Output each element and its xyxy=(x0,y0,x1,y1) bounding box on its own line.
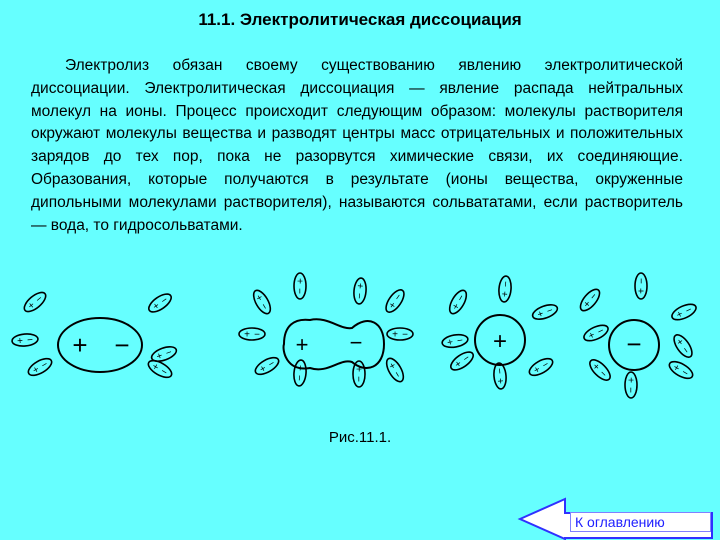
anion-sign: − xyxy=(626,329,642,359)
dipole-charge-sign: − xyxy=(595,325,606,339)
dipole-charge-sign: − xyxy=(390,369,403,381)
figure-dissociation xyxy=(0,270,720,420)
dipole-charge-sign: − xyxy=(292,374,305,382)
stretched-negative-sign: − xyxy=(349,330,363,355)
dipole-charge-sign: + xyxy=(352,366,364,372)
solvent-dipole xyxy=(531,302,560,323)
dipole-charge-sign: − xyxy=(402,329,408,341)
dipole-charge-sign: + xyxy=(26,299,38,313)
dipole-charge-sign: + xyxy=(589,361,602,374)
dipole-charge-sign: − xyxy=(293,288,305,294)
solvent-dipole xyxy=(352,277,367,304)
dipole-charge-sign: + xyxy=(636,288,648,294)
dipole-charge-sign: + xyxy=(446,336,455,349)
dipole-charge-sign: + xyxy=(674,308,685,322)
solvent-dipole xyxy=(493,362,508,389)
dipole-charge-sign: + xyxy=(16,335,24,348)
dipole-charge-sign: + xyxy=(386,300,400,312)
body-paragraph: Электролиз обязан своему существованию явлению электролитической диссоциации. Электролитическая диссоциация — явление распада нейтральных молекул на ионы. Процесс происходит следующим образом: молекулы растворителя окружают молекулы вещества и разводят центры масс отрицательных и положительных зарядов до тех пор, пока не разорвутся химические связи, их соединяющие. Образования, которые получаются в результате (ионы вещества, окруженные дипольными молекулами растворителя), называются сольвататами, если растворитель — вода, то гидросольватами. xyxy=(31,57,683,234)
molecule-positive-sign: + xyxy=(72,330,88,360)
solvent-dipole xyxy=(577,286,603,314)
dipole-charge-sign: + xyxy=(149,361,161,374)
cation-sign: + xyxy=(492,328,508,355)
dipole-charge-sign: + xyxy=(670,362,682,375)
dipole-charge-sign: − xyxy=(500,280,513,288)
solvent-dipole xyxy=(635,273,648,299)
dipole-charge-sign: + xyxy=(155,350,165,363)
solvent-dipole xyxy=(250,288,274,317)
dipole-charge-sign: − xyxy=(352,376,364,382)
stretched-positive-sign: + xyxy=(295,332,309,357)
dipole-charge-sign: − xyxy=(257,301,270,313)
dipole-charge-sign: − xyxy=(392,291,405,304)
solvent-dipole xyxy=(383,287,408,315)
solvent-dipole xyxy=(582,322,611,344)
solvent-dipole xyxy=(666,358,695,382)
solvent-dipole xyxy=(448,349,476,374)
dipole-charge-sign: + xyxy=(624,377,636,383)
dipole-charge-sign: − xyxy=(39,359,51,372)
dipole-charge-sign: − xyxy=(545,305,555,318)
dipole-charge-sign: + xyxy=(252,292,265,304)
dipole-charge-sign: + xyxy=(536,308,546,321)
table-of-contents-link[interactable] xyxy=(517,497,715,540)
dipole-charge-sign: + xyxy=(495,377,508,385)
dipole-charge-sign: − xyxy=(540,359,552,372)
dipole-charge-sign: + xyxy=(257,363,269,376)
dipole-charge-sign: + xyxy=(673,336,686,349)
solvent-dipole xyxy=(670,332,695,360)
dipole-charge-sign: − xyxy=(254,329,260,341)
dipole-charge-sign: − xyxy=(596,368,609,381)
molecule-negative-sign: − xyxy=(114,330,130,360)
figure-caption: Рис.11.1. xyxy=(328,429,392,446)
dipole-charge-sign: − xyxy=(455,292,468,304)
dipole-charge-sign: − xyxy=(26,334,34,347)
dipole-charge-sign: − xyxy=(636,278,648,284)
dipole-charge-sign: + xyxy=(531,364,543,377)
solvent-dipole xyxy=(625,372,638,398)
dipole-charge-sign: − xyxy=(158,366,170,379)
dipole-charge-sign: + xyxy=(499,290,512,298)
solvent-dipole xyxy=(498,276,513,303)
dipole-charge-sign: − xyxy=(587,291,601,303)
solvent-dipole xyxy=(527,355,556,379)
solvent-dipole xyxy=(26,355,55,379)
solvent-dipole xyxy=(12,333,39,348)
solvent-dipole xyxy=(239,328,265,341)
dipole-charge-sign: − xyxy=(683,304,694,318)
solvent-dipole xyxy=(387,328,413,341)
solvent-dipole xyxy=(383,356,407,385)
dipole-charge-sign: + xyxy=(293,278,305,284)
solvent-dipole xyxy=(292,359,307,386)
dipole-charge-sign: + xyxy=(581,298,594,311)
dipole-charge-sign: − xyxy=(159,294,171,308)
dissociation-diagram xyxy=(0,270,720,420)
solvent-dipole xyxy=(353,361,366,387)
solvent-dipole xyxy=(670,301,699,323)
solvent-dipole xyxy=(294,273,307,299)
dipole-charge-sign: + xyxy=(586,329,597,343)
dipole-charge-sign: + xyxy=(150,300,163,313)
dipole-charge-sign: − xyxy=(624,387,636,393)
back-link-label: К оглавлению xyxy=(570,512,711,532)
dipole-charge-sign: + xyxy=(452,358,465,371)
solvent-dipole xyxy=(586,357,613,384)
dipole-charge-sign: − xyxy=(678,345,692,357)
dipole-charge-sign: − xyxy=(679,367,691,380)
dipole-charge-sign: + xyxy=(293,364,306,372)
dipole-charge-sign: − xyxy=(33,293,46,306)
dipole-charge-sign: − xyxy=(456,335,464,348)
dipole-charge-sign: − xyxy=(494,367,507,375)
solvent-dipole xyxy=(146,291,174,316)
dipole-charge-sign: + xyxy=(450,301,463,313)
dipole-charge-sign: − xyxy=(352,292,365,300)
solvent-dipole xyxy=(253,354,282,378)
dipole-charge-sign: + xyxy=(385,360,398,372)
dipole-charge-sign: − xyxy=(266,358,278,371)
dipole-charge-sign: + xyxy=(30,364,42,377)
dipole-charge-sign: + xyxy=(392,329,398,341)
solvent-dipole xyxy=(446,288,470,317)
page-title: 11.1. Электролитическая диссоциация xyxy=(198,10,522,29)
solvent-dipole xyxy=(21,289,49,315)
dipole-charge-sign: − xyxy=(461,352,473,366)
dipole-charge-sign: − xyxy=(164,347,174,360)
dipole-charge-sign: + xyxy=(353,282,366,290)
dipole-charge-sign: + xyxy=(244,329,250,341)
solvent-dipole xyxy=(441,333,469,350)
